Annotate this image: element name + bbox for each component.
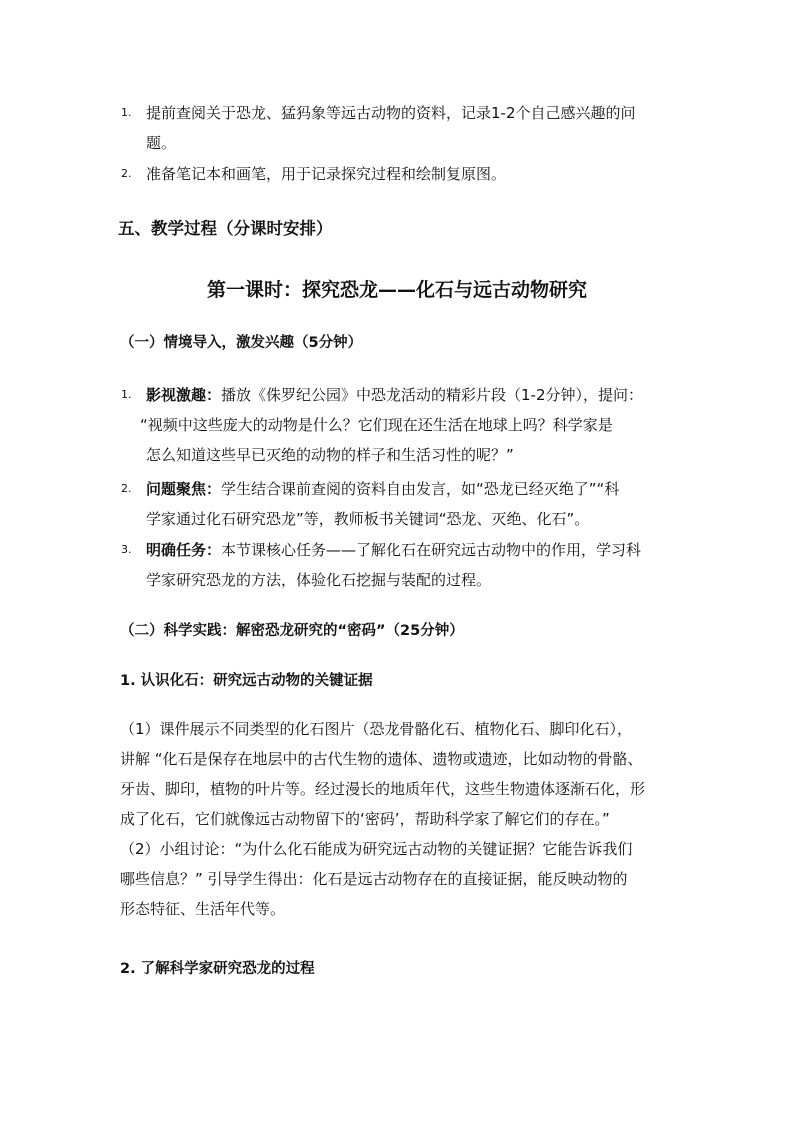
line: 学家通过化石研究恐龙”等，教师板书关键词“恐龙、灭绝、化石”。 — [146, 510, 590, 528]
list-number: 1. — [121, 106, 132, 119]
list-number: 1. — [121, 388, 132, 401]
list-item — [146, 98, 706, 158]
line: 哪些信息？” 引导学生得出：化石是远古动物存在的直接证据，能反映动物的 — [120, 870, 628, 888]
line: 问题聚焦：学生结合课前查阅的资料自由发言，如“恐龙已经灭绝了”“科 — [146, 480, 620, 498]
sub1-paragraph — [120, 714, 694, 924]
line: 成了化石，它们就像远古动物留下的‘密码’，帮助科学家了解它们的存在。” — [120, 810, 610, 828]
list-item — [146, 474, 706, 534]
item-label: 明确任务： — [146, 541, 222, 559]
list-item — [146, 535, 706, 595]
sub1-heading: 1. 认识化石：研究远古动物的关键证据 — [120, 673, 373, 689]
line: 学家研究恐龙的方法，体验化石挖掘与装配的过程。 — [146, 571, 492, 589]
line: 影视激趣：播放《侏罗纪公园》中恐龙活动的精彩片段（1-2分钟），提问： — [146, 386, 644, 404]
line: “视频中这些庞大的动物是什么？它们现在还生活在地球上吗？科学家是 — [140, 416, 613, 434]
lesson-title: 第一课时：探究恐龙——化石与远古动物研究 — [206, 279, 587, 301]
list-number: 3. — [121, 543, 132, 556]
list-number: 2. — [121, 167, 132, 180]
section-heading: 五、教学过程（分课时安排） — [118, 219, 333, 238]
list-item — [146, 159, 706, 189]
line: 牙齿、脚印，植物的叶片等。经过漫长的地质年代，这些生物遗体逐渐石化，形 — [120, 780, 646, 798]
item-label: 问题聚焦： — [146, 480, 222, 498]
list-number: 2. — [121, 482, 132, 495]
list-item — [140, 380, 706, 470]
line: （2）小组讨论：“为什么化石能成为研究远古动物的关键证据？它能告诉我们 — [120, 840, 633, 858]
line: 准备笔记本和画笔，用于记录探究过程和绘制复原图。 — [146, 165, 507, 183]
part1-heading: （一）情境导入，激发兴趣（5分钟） — [120, 335, 363, 351]
part2-heading: （二）科学实践：解密恐龙研究的“密码”（25分钟） — [120, 623, 464, 639]
line: 怎么知道这些早已灭绝的动物的样子和生活习性的呢？” — [146, 446, 514, 464]
line: 提前查阅关于恐龙、猛犸象等远古动物的资料，记录1-2个自己感兴趣的问 — [146, 104, 636, 122]
sub2-heading: 2. 了解科学家研究恐龙的过程 — [120, 961, 315, 977]
line: 明确任务：本节课核心任务——了解化石在研究远古动物中的作用，学习科 — [146, 541, 642, 559]
item-label: 影视激趣： — [146, 386, 222, 404]
line: 讲解 “化石是保存在地层中的古代生物的遗体、遗物或遗迹，比如动物的骨骼、 — [120, 750, 643, 768]
line: （1）课件展示不同类型的化石图片（恐龙骨骼化石、植物化石、脚印化石）， — [120, 720, 633, 738]
line: 形态特征、生活年代等。 — [120, 900, 286, 918]
line: 题。 — [146, 134, 177, 152]
